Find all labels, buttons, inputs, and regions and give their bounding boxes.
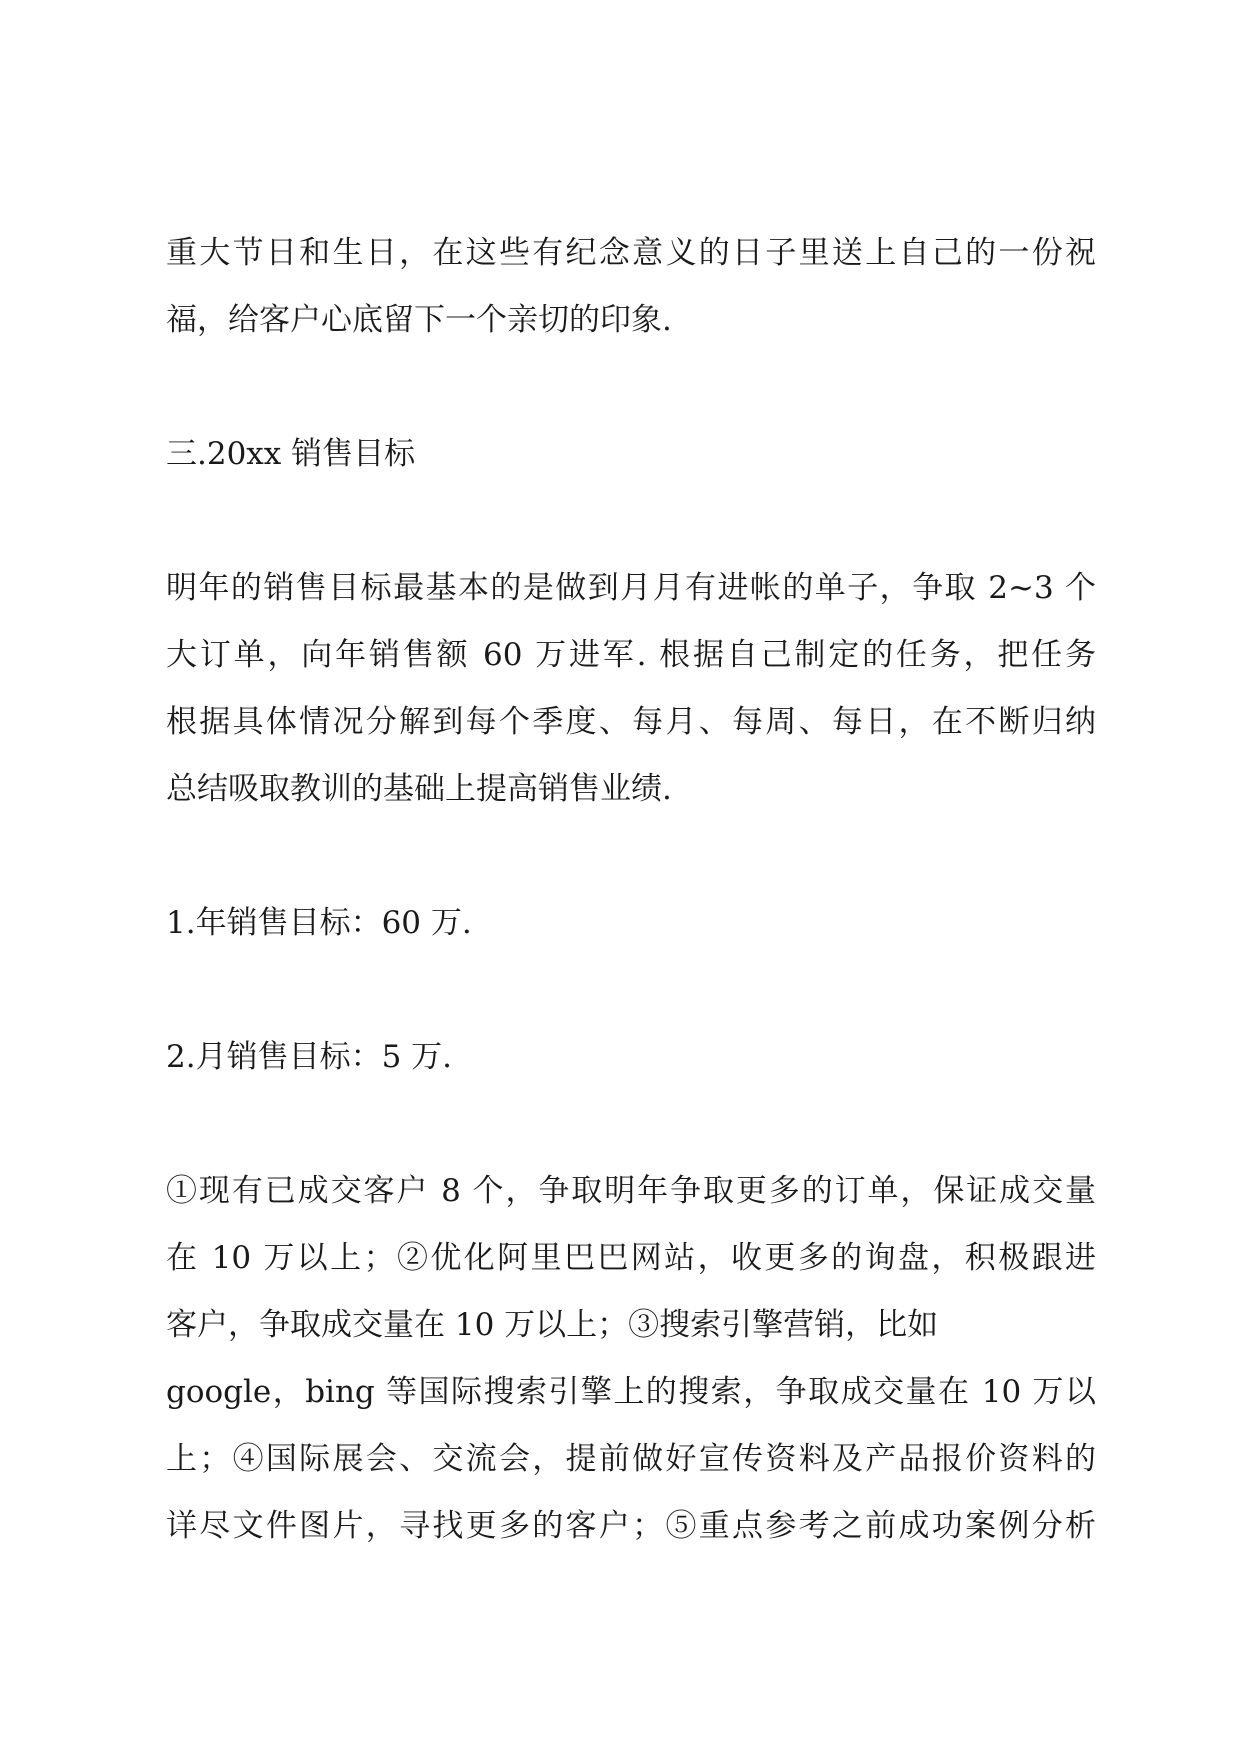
- spacer: [166, 823, 1096, 890]
- text-line: 客户，争取成交量在 10 万以上；③搜索引擎营销，比如: [166, 1307, 939, 1343]
- spacer: [166, 957, 1096, 1024]
- text-line: 重大节日和生日，在这些有纪念意义的日子里送上自己的一份祝: [166, 235, 1096, 271]
- paragraph-strategies: [166, 1158, 1096, 1560]
- text-line: 详尽文件图片，寻找更多的客户；⑤重点参考之前成功案例分析: [166, 1508, 1096, 1544]
- paragraph-sales-goal: [166, 555, 1096, 823]
- list-item-monthly-target: 2.月销售目标：5 万.: [166, 1039, 453, 1075]
- text-line: 根据具体情况分解到每个季度、每月、每周、每日，在不断归纳: [166, 704, 1096, 740]
- section-heading: 三.20xx 销售目标: [166, 436, 416, 472]
- text-line: 明年的销售目标最基本的是做到月月有进帐的单子，争取 2~3 个: [166, 570, 1096, 606]
- text-line: google，bing 等国际搜索引擎上的搜索，争取成交量在 10 万以: [166, 1374, 1096, 1410]
- spacer: [166, 1091, 1096, 1158]
- spacer: [166, 354, 1096, 421]
- document-page: [166, 220, 1096, 1560]
- text-line: 福，给客户心底留下一个亲切的印象.: [166, 302, 672, 338]
- paragraph-greetings: [166, 220, 1096, 354]
- text-line: 大订单，向年销售额 60 万进军. 根据自己制定的任务，把任务: [166, 637, 1096, 673]
- spacer: [166, 488, 1096, 555]
- list-item-annual-target: 1.年销售目标：60 万.: [166, 905, 472, 941]
- text-line: ①现有已成交客户 8 个，争取明年争取更多的订单，保证成交量: [166, 1173, 1096, 1209]
- text-line: 在 10 万以上；②优化阿里巴巴网站，收更多的询盘，积极跟进: [166, 1240, 1096, 1276]
- text-line: 上；④国际展会、交流会，提前做好宣传资料及产品报价资料的: [166, 1441, 1096, 1477]
- text-line: 总结吸取教训的基础上提高销售业绩.: [166, 771, 672, 807]
